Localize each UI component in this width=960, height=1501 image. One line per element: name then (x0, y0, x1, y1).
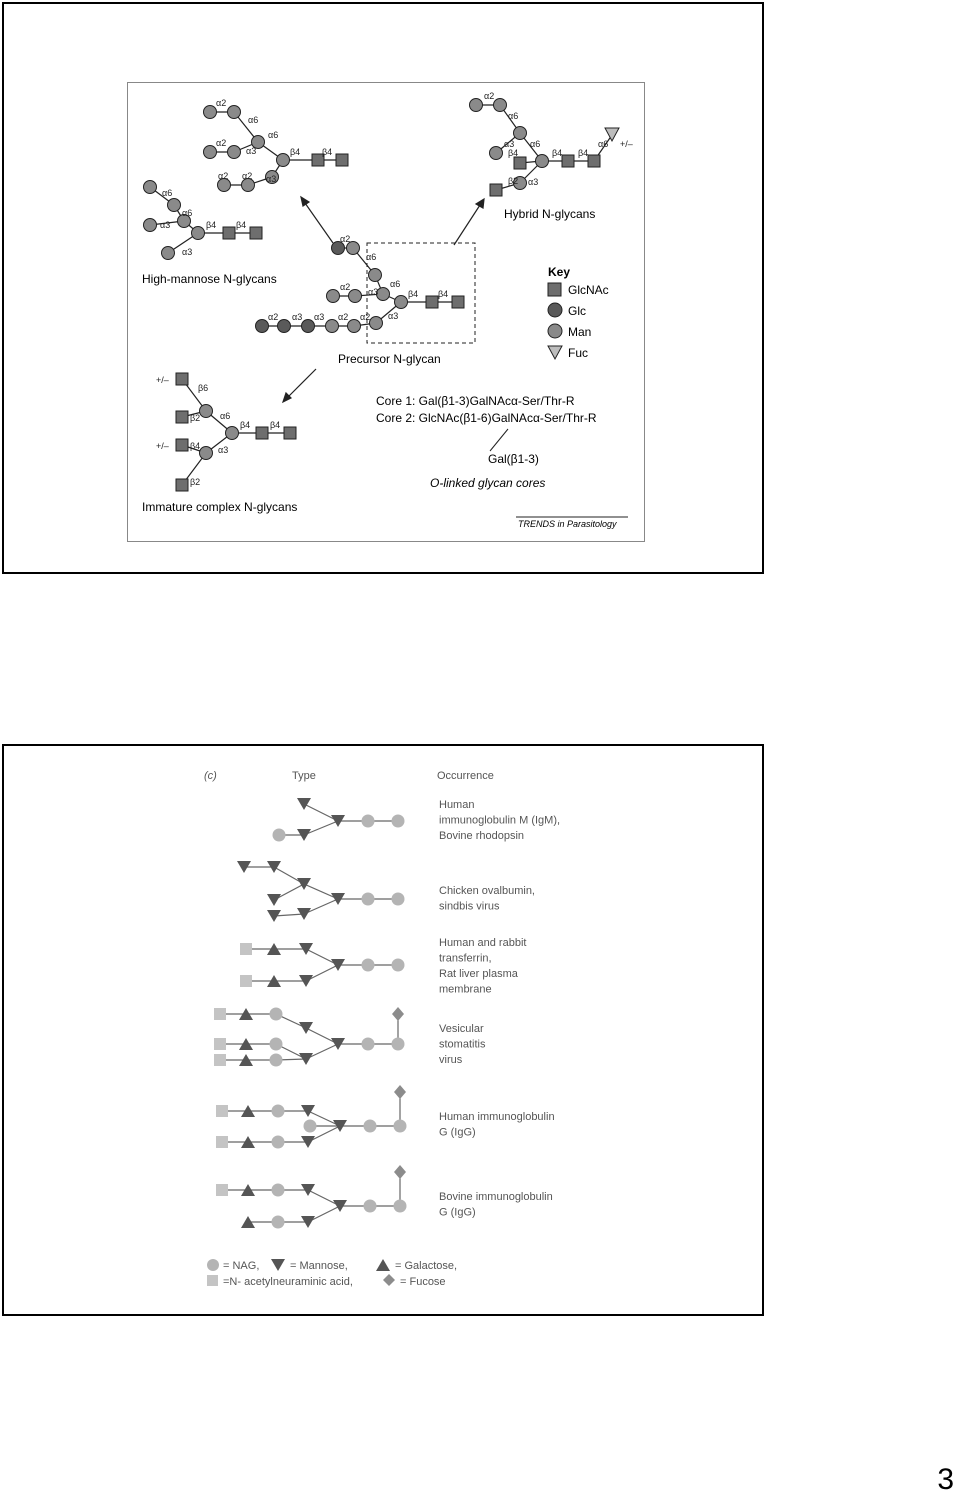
linkage-label: α6 (508, 111, 519, 121)
occurrence-line: Human (439, 799, 475, 811)
man-residue (514, 127, 527, 140)
sialic-acid-residue (214, 1008, 226, 1020)
sialic-acid-residue (216, 1136, 228, 1148)
core2-text: Core 2: GlcNAc(β1-6)GalNAcα-Ser/Thr-R (376, 411, 597, 425)
panel-label: (c) (204, 770, 217, 782)
gal-pointer-line (490, 429, 508, 451)
linkage-label: α2 (216, 98, 227, 108)
man-residue (144, 181, 157, 194)
linkage-label: β4 (236, 220, 247, 230)
nag-residue (362, 893, 375, 906)
linkage-label: α2 (484, 91, 495, 101)
arrow-to-high-mannose (305, 203, 333, 243)
nag-residue (270, 1038, 283, 1051)
linkage-label: α6 (598, 139, 609, 149)
man-residue (395, 296, 408, 309)
glc-residue (302, 320, 315, 333)
bond-line (304, 821, 338, 835)
nag-residue (273, 829, 286, 842)
linkage-label: +/– (620, 139, 633, 149)
core1-text: Core 1: Gal(β1-3)GalNAcα-Ser/Thr-R (376, 394, 575, 408)
man-residue (200, 447, 213, 460)
linkage-label: α2 (218, 171, 229, 181)
occurrence-line: Rat liver plasma (439, 968, 518, 980)
legend-mannose: = Mannose, (290, 1260, 348, 1272)
man-residue (204, 106, 217, 119)
credit-text: TRENDS in Parasitology (518, 519, 617, 529)
residue-shapes (214, 798, 407, 1229)
nag-residue (364, 1120, 377, 1133)
occurrence-line: membrane (439, 983, 492, 996)
man-residue (168, 199, 181, 212)
man-residue (228, 146, 241, 159)
sialic-acid-residue (240, 943, 252, 955)
linkage-label: β4 (270, 420, 281, 430)
glcnac-residue (562, 155, 574, 167)
arrow-to-hybrid (454, 205, 480, 245)
legend-sialic: =N- acetylneuraminic acid, (223, 1276, 353, 1288)
occurrence-line: G (IgG) (439, 1206, 476, 1219)
legend-fucose: = Fucose (400, 1276, 446, 1288)
galactose-legend-icon (376, 1259, 390, 1271)
glcnac-residue (336, 154, 348, 166)
linkage-label: β4 (508, 148, 519, 158)
occurrence-line: Bovine immunoglobulin (439, 1191, 553, 1203)
fucose-legend-icon (383, 1274, 395, 1286)
sialic-acid-residue (216, 1184, 228, 1196)
man-residue (494, 99, 507, 112)
slide-2 (2, 744, 764, 1316)
linkage-label: α2 (338, 312, 349, 322)
man-residue (370, 317, 383, 330)
nag-residue (392, 893, 405, 906)
nag-legend-icon (207, 1259, 219, 1271)
man-residue (326, 320, 339, 333)
linkage-label: α3 (314, 312, 325, 322)
glcnac-residue (514, 157, 526, 169)
occurrence-line: Human and rabbit (439, 937, 527, 949)
slide-1 (2, 2, 764, 574)
man-residue (470, 99, 483, 112)
linkage-label: β4 (322, 147, 333, 157)
nag-residue (394, 1120, 407, 1133)
residue-legend (207, 1259, 457, 1288)
linkage-label: α3 (218, 445, 229, 455)
man-residue (144, 219, 157, 232)
occurrence-line: sindbis virus (439, 900, 500, 913)
nag-residue (272, 1136, 285, 1149)
linkage-label: β2 (190, 477, 201, 487)
bond-line (304, 899, 338, 914)
fucose-residue (394, 1085, 406, 1099)
n-glycan-figure (127, 82, 645, 542)
olinked-label: O-linked glycan cores (430, 476, 546, 490)
occurrence-line: stomatitis (439, 1038, 486, 1051)
glcnac-key-icon (548, 283, 561, 296)
mannose-residue (297, 878, 311, 890)
glcnac-residue (176, 373, 188, 385)
mannose-legend-icon (271, 1259, 285, 1271)
linkage-label: +/– (156, 441, 169, 451)
key-glcnac: GlcNAc (568, 283, 609, 297)
fucose-residue (392, 1007, 404, 1021)
legend-nag: = NAG, (223, 1260, 260, 1272)
man-residue (162, 247, 175, 260)
man-residue (377, 288, 390, 301)
precursor-label: Precursor N-glycan (338, 352, 441, 366)
nag-residue (272, 1216, 285, 1229)
linkage-label: α3 (504, 139, 515, 149)
glc-key-icon (548, 303, 562, 317)
linkage-label: β4 (206, 220, 217, 230)
sialic-acid-residue (240, 975, 252, 987)
key-glc: Glc (568, 304, 586, 318)
linkage-label: α2 (268, 312, 279, 322)
linkage-label: α6 (220, 411, 231, 421)
bond-line (304, 884, 338, 899)
legend-galactose: = Galactose, (395, 1260, 458, 1272)
linkage-label: α6 (366, 252, 377, 262)
man-residue (348, 320, 361, 333)
page-number: 3 (937, 1463, 954, 1496)
man-residue (369, 269, 382, 282)
linkage-label: +/– (156, 375, 169, 385)
man-residue (327, 290, 340, 303)
arrowhead-immature (283, 393, 291, 402)
linkage-label: α2 (360, 312, 371, 322)
occurrence-line: transferrin, (439, 952, 492, 965)
man-key-icon (548, 324, 562, 338)
man-residue (204, 146, 217, 159)
linkage-label: α3 (368, 287, 379, 297)
occurrence-column (439, 799, 560, 1219)
glycan-types-table (4, 746, 766, 1318)
linkage-label: α6 (268, 130, 279, 140)
linkage-label: β2 (190, 413, 201, 423)
glcnac-residue (250, 227, 262, 239)
high-mannose-label: High-mannose N-glycans (142, 272, 277, 286)
linkage-label: β4 (290, 147, 301, 157)
nag-residue (272, 1184, 285, 1197)
linkage-label: β6 (198, 383, 209, 393)
nag-residue (272, 1105, 285, 1118)
glc-residue (256, 320, 269, 333)
key-legend (548, 265, 609, 360)
bond-line (304, 804, 338, 821)
nag-residue (394, 1200, 407, 1213)
linkage-label: β4 (578, 148, 589, 158)
type-header: Type (292, 770, 316, 782)
occurrence-line: virus (439, 1054, 463, 1066)
nag-residue (392, 1038, 405, 1051)
bond-line (274, 914, 304, 916)
nag-residue (362, 959, 375, 972)
occurrence-line: immunoglobulin M (IgM), (439, 814, 561, 827)
man-residue (192, 227, 205, 240)
man-residue (349, 290, 362, 303)
n-glycan-diagram (128, 83, 644, 541)
glcnac-residue (426, 296, 438, 308)
key-title: Key (548, 265, 571, 279)
glcnac-residue (490, 184, 502, 196)
linkage-label: β4 (240, 420, 251, 430)
man-residue (228, 106, 241, 119)
glcnac-residue (223, 227, 235, 239)
linkage-label: α3 (528, 177, 539, 187)
occurrence-line: Bovine rhodopsin (439, 830, 525, 842)
glc-residue (278, 320, 291, 333)
hybrid-label: Hybrid N-glycans (504, 207, 596, 221)
nag-residue (270, 1054, 283, 1067)
arrowhead-hybrid (476, 199, 484, 208)
sialic-acid-residue (214, 1038, 226, 1050)
linkage-label: α3 (388, 311, 399, 321)
linkage-label: α6 (162, 188, 173, 198)
key-fuc: Fuc (568, 346, 589, 360)
man-residue (277, 154, 290, 167)
arrow-to-immature (288, 369, 316, 397)
linkage-label: α6 (530, 139, 541, 149)
linkage-label: α6 (182, 208, 193, 218)
man-residue (226, 427, 239, 440)
immature-label: Immature complex N-glycans (142, 500, 298, 514)
glcnac-residue (176, 411, 188, 423)
linkage-label: α2 (216, 138, 227, 148)
linkage-label: β4 (190, 441, 201, 451)
nag-residue (364, 1200, 377, 1213)
linkage-label: α6 (248, 115, 259, 125)
linkage-label: α3 (160, 220, 171, 230)
occurrence-line: Chicken ovalbumin, (439, 885, 535, 897)
arrowhead-high-mannose (301, 197, 309, 206)
linkage-label: α3 (292, 312, 303, 322)
linkage-label: β4 (408, 289, 419, 299)
nag-residue (362, 815, 375, 828)
man-residue (490, 147, 503, 160)
glcnac-residue (176, 479, 188, 491)
nag-residue (270, 1008, 283, 1021)
glcnac-residue (256, 427, 268, 439)
glcnac-residue (284, 427, 296, 439)
sialic-acid-residue (214, 1054, 226, 1066)
mannose-residue (299, 1022, 313, 1034)
linkage-label: α3 (246, 146, 257, 156)
sialic-legend-icon (207, 1275, 218, 1286)
occurrence-header: Occurrence (437, 770, 494, 782)
fuc-key-icon (548, 346, 562, 359)
glcnac-residue (176, 439, 188, 451)
linkage-label: β2 (508, 176, 519, 186)
linkage-label: α2 (340, 282, 351, 292)
gal-b13-text: Gal(β1-3) (488, 452, 539, 466)
linkage-label: α3 (266, 174, 277, 184)
nag-residue (392, 815, 405, 828)
linkage-label: α3 (182, 247, 193, 257)
nag-residue (392, 959, 405, 972)
occurrence-line: G (IgG) (439, 1126, 476, 1139)
linkage-label: α2 (242, 171, 253, 181)
nag-residue (304, 1120, 317, 1133)
linkage-label: α6 (390, 279, 401, 289)
linkage-label: α2 (340, 234, 351, 244)
occurrence-line: Human immunoglobulin (439, 1111, 555, 1123)
man-residue (536, 155, 549, 168)
mannose-residue (297, 798, 311, 810)
sialic-acid-residue (216, 1105, 228, 1117)
occurrence-line: Vesicular (439, 1023, 484, 1035)
fucose-residue (394, 1165, 406, 1179)
linkage-label: β4 (438, 289, 449, 299)
man-residue (200, 405, 213, 418)
glcnac-residue (588, 155, 600, 167)
linkage-label: β4 (552, 148, 563, 158)
nag-residue (362, 1038, 375, 1051)
mannose-residue (267, 894, 281, 906)
key-man: Man (568, 325, 592, 339)
glcnac-residue (452, 296, 464, 308)
